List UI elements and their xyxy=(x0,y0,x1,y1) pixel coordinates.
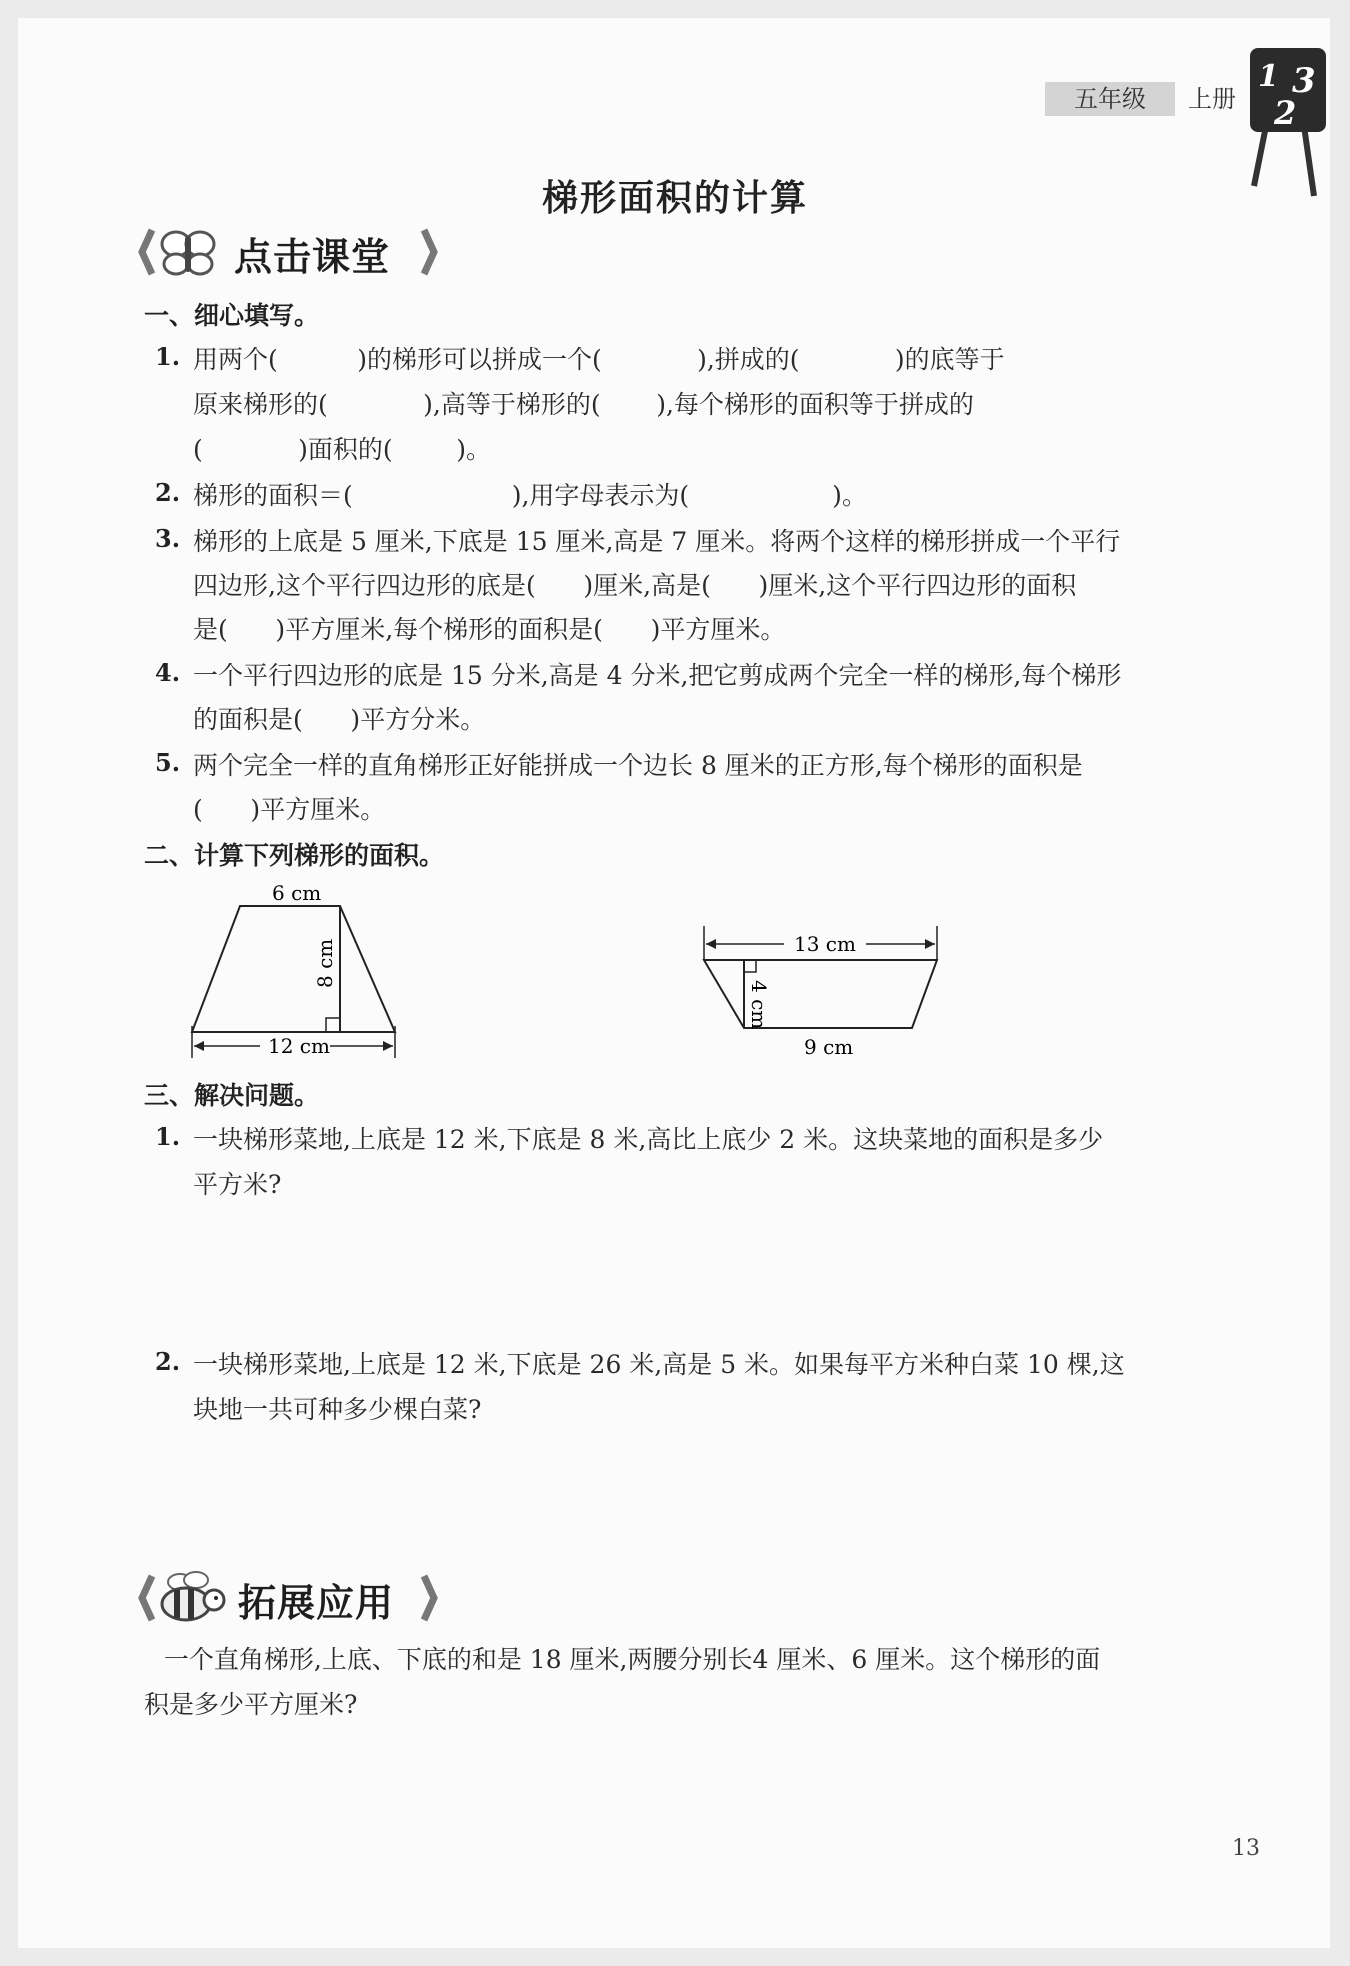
trapezoid-figure-1 xyxy=(180,876,420,1066)
trapezoid-figure-2 xyxy=(696,916,946,1066)
section-heading: 一、细心填写。 xyxy=(144,301,320,330)
question-line: 一块梯形菜地,上底是 12 米,下底是 26 米,高是 5 米。如果每平方米种白菜 10 棵,这 xyxy=(193,1350,1125,1379)
question-line: ( )面积的( )。 xyxy=(193,435,491,464)
fig1-bottom-label: 12 cm xyxy=(268,1034,330,1058)
question-line: 块地一共可种多少棵白菜? xyxy=(193,1395,482,1424)
extension-line: 一个直角梯形,上底、下底的和是 18 厘米,两腰分别长4 厘米、6 厘米。这个梯形的面 xyxy=(148,1645,1101,1674)
question-number: 2. xyxy=(155,478,181,507)
extension-line: 积是多少平方厘米? xyxy=(144,1690,358,1719)
section-heading: 二、计算下列梯形的面积。 xyxy=(144,841,445,870)
fig2-height-label: 4 cm xyxy=(747,980,771,1030)
grade-label: 五年级 xyxy=(1045,82,1175,116)
banner-title: 拓展应用 xyxy=(238,1581,395,1625)
question-line: 梯形的上底是 5 厘米,下底是 15 厘米,高是 7 厘米。将两个这样的梯形拼成一个平行 xyxy=(193,527,1121,556)
banner-title: 点击课堂 xyxy=(234,235,391,279)
question-number: 3. xyxy=(155,524,181,553)
question-line: 用两个( )的梯形可以拼成一个( ),拼成的( )的底等于 xyxy=(193,345,1005,374)
page-title: 梯形面积的计算 xyxy=(541,178,808,219)
question-line: ( )平方厘米。 xyxy=(193,795,386,824)
board-number: 1 xyxy=(1258,59,1279,94)
volume-label: 上册 xyxy=(1188,85,1236,113)
board-number: 2 xyxy=(1274,94,1297,132)
fig2-bottom-label: 9 cm xyxy=(804,1035,854,1059)
fig1-height-label: 8 cm xyxy=(313,938,337,988)
banner-extension xyxy=(138,1568,438,1624)
butterfly-icon xyxy=(162,232,214,274)
question-line: 一块梯形菜地,上底是 12 米,下底是 8 米,高比上底少 2 米。这块菜地的面积是多少 xyxy=(193,1125,1104,1154)
question-number: 2. xyxy=(155,1347,181,1376)
question-number: 1. xyxy=(155,1122,181,1151)
banner-click-class xyxy=(138,222,438,278)
question-number: 5. xyxy=(155,748,181,777)
question-line: 两个完全一样的直角梯形正好能拼成一个边长 8 厘米的正方形,每个梯形的面积是 xyxy=(193,751,1083,780)
page-number: 13 xyxy=(1232,1836,1260,1861)
question-number: 1. xyxy=(155,342,181,371)
bee-icon xyxy=(162,1572,224,1620)
fig1-top-label: 6 cm xyxy=(272,881,322,905)
question-number: 4. xyxy=(155,658,181,687)
question-line: 一个平行四边形的底是 15 分米,高是 4 分米,把它剪成两个完全一样的梯形,每个梯形 xyxy=(193,661,1122,690)
question-line: 梯形的面积＝( ),用字母表示为( )。 xyxy=(193,481,867,510)
fig2-top-label: 13 cm xyxy=(794,932,856,956)
question-line: 四边形,这个平行四边形的底是( )厘米,高是( )厘米,这个平行四边形的面积 xyxy=(193,571,1077,600)
section-heading: 三、解决问题。 xyxy=(144,1081,320,1110)
question-line: 的面积是( )平方分米。 xyxy=(193,705,486,734)
question-line: 是( )平方厘米,每个梯形的面积是( )平方厘米。 xyxy=(193,615,786,644)
question-line: 原来梯形的( ),高等于梯形的( ),每个梯形的面积等于拼成的 xyxy=(193,390,974,419)
board-number: 3 xyxy=(1292,61,1316,101)
question-line: 平方米? xyxy=(193,1170,282,1199)
